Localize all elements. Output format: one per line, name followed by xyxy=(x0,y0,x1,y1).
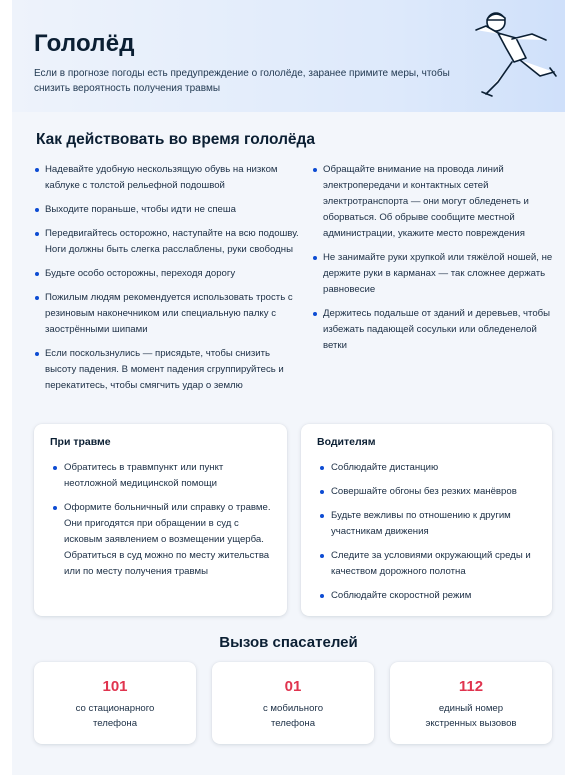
list-item: Обратитесь в травмпункт или пункт неотложной медицинской помощи xyxy=(50,460,271,492)
list-item: Оформите больничный или справку о травме. Они пригодятся при обращении в суд с исковым заявлением о возмещении ущерба. Обратиться в суд можно по месту жительства или по месту получения травмы xyxy=(50,500,271,580)
list-item: Соблюдайте дистанцию xyxy=(317,460,536,476)
calls-heading: Вызов спасателей xyxy=(219,634,358,651)
list-item: Обращайте внимание на провода линий электропередачи и контактных сетей электротранспорта — они могут обледенеть и оборваться. Об обрыве сообщите местной администрации, укажите место повреждения xyxy=(312,162,557,242)
drivers-card-title: Водителям xyxy=(317,436,376,448)
call-description: со стационарного телефона xyxy=(75,703,155,729)
injury-card xyxy=(34,424,287,616)
actions-left-list xyxy=(34,162,302,402)
call-description: единый номер экстренных вызовов xyxy=(425,703,517,729)
list-item: Соблюдайте скоростной режим xyxy=(317,588,536,604)
call-card-101 xyxy=(34,662,196,744)
drivers-card xyxy=(301,424,552,616)
person-slipping-icon xyxy=(462,6,562,102)
drivers-list xyxy=(317,460,536,604)
call-description: с мобильного телефона xyxy=(262,703,324,729)
actions-heading: Как действовать во время гололёда xyxy=(36,131,316,148)
page-title: Гололёд xyxy=(34,30,135,57)
call-card-112 xyxy=(390,662,552,744)
list-item: Выходите пораньше, чтобы идти не спеша xyxy=(34,202,302,218)
injury-list xyxy=(50,460,271,580)
injury-card-title: При травме xyxy=(50,436,111,448)
list-item: Надевайте удобную нескользящую обувь на низком каблуке с толстой рельефной подошвой xyxy=(34,162,302,194)
call-card-01 xyxy=(212,662,374,744)
list-item: Будьте вежливы по отношению к другим участникам движения xyxy=(317,508,536,540)
list-item: Держитесь подальше от зданий и деревьев, чтобы избежать падающей сосульки или обледенелой ветки xyxy=(312,306,557,354)
list-item: Будьте особо осторожны, переходя дорогу xyxy=(34,266,302,282)
list-item: Совершайте обгоны без резких манёвров xyxy=(317,484,536,500)
call-number: 112 xyxy=(458,678,484,695)
list-item: Передвигайтесь осторожно, наступайте на всю подошву. Ноги должны быть слегка расслаблены, руки свободны xyxy=(34,226,302,258)
call-number: 01 xyxy=(284,678,302,695)
call-number: 101 xyxy=(102,678,128,695)
intro-text: Если в прогнозе погоды есть предупреждение о гололёде, заранее примите меры, чтобы снизить вероятность получения травмы xyxy=(34,68,450,94)
list-item: Пожилым людям рекомендуется использовать трость с резиновым наконечником или специальную палку с заострёнными шипами xyxy=(34,290,302,338)
list-item: Не занимайте руки хрупкой или тяжёлой ношей, не держите руки в карманах — так сложнее держать равновесие xyxy=(312,250,557,298)
actions-right-list xyxy=(312,162,557,362)
list-item: Следите за условиями окружающий среды и качеством дорожного полотна xyxy=(317,548,536,580)
list-item: Если поскользнулись — присядьте, чтобы снизить высоту падения. В момент падения сгруппируйтесь и перекатитесь, чтобы смягчить удар о землю xyxy=(34,346,302,394)
